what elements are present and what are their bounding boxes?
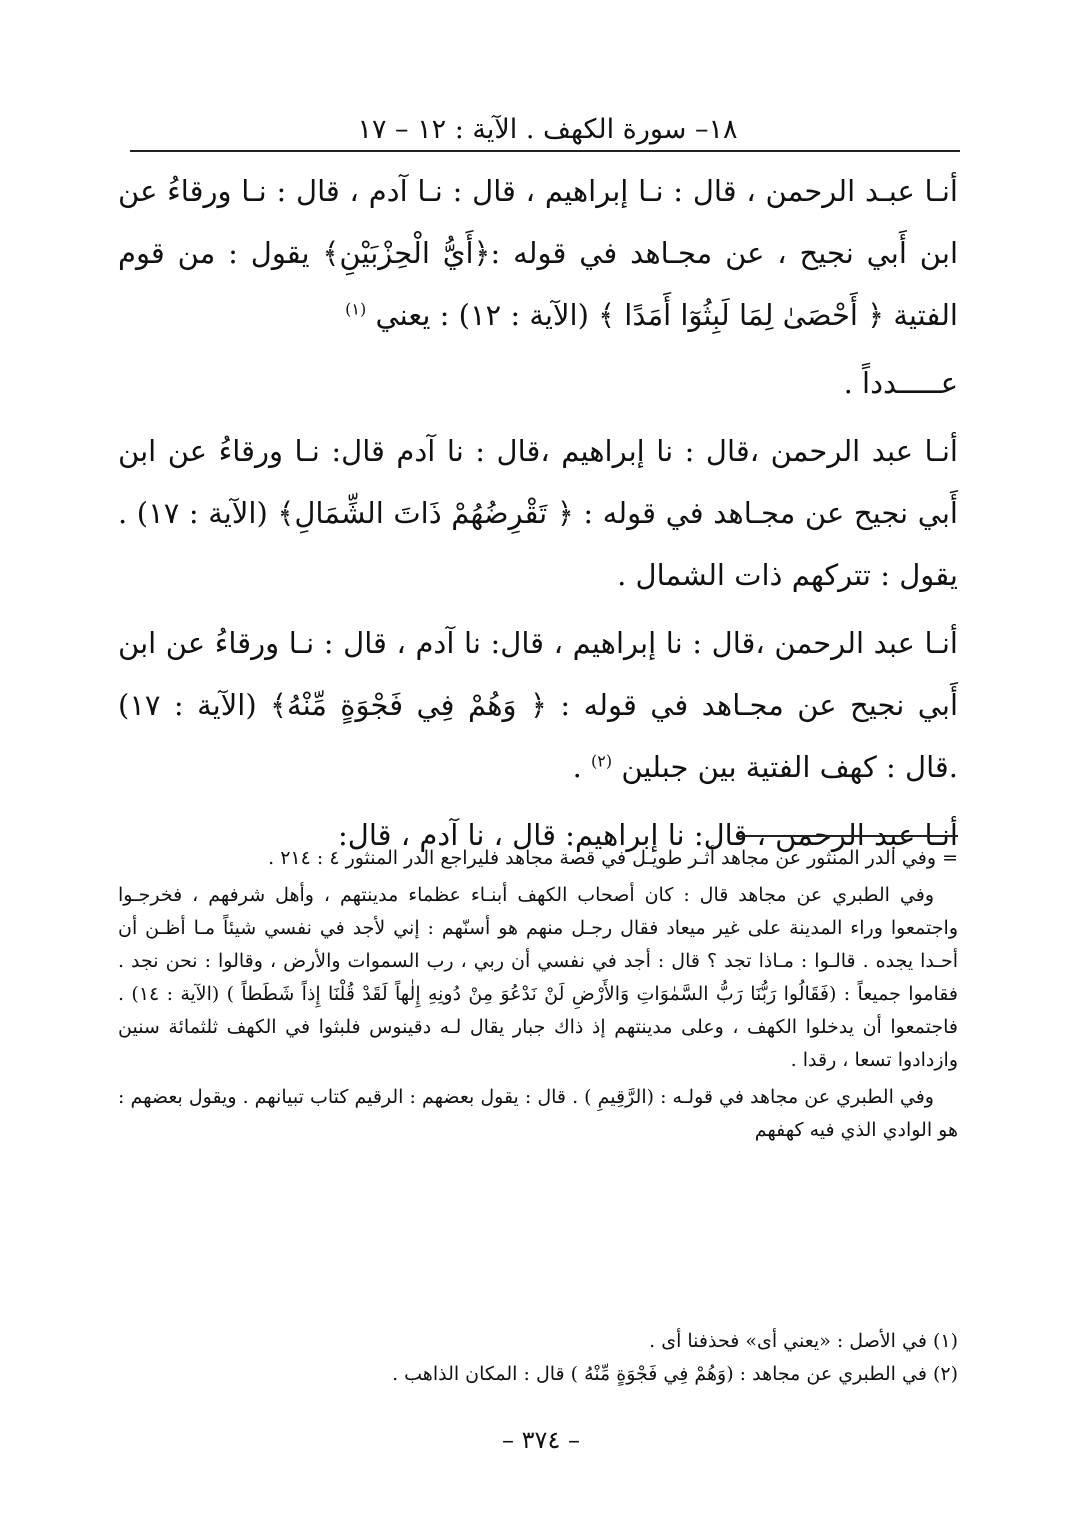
footnote-ref-2[interactable]: (٢) xyxy=(591,751,613,771)
paragraph-2-text: أنـا عبد الرحمن ،قال : نا إبراهيم ،قال : نا آدم قال: نـا ورقاءُ عن ابن أَبي نجيح عن مجـاهد في قوله : ﴿ تَقْرِضُهُمْ ذَاتَ الشِّمَالِ﴾ (الآية : ١٧) . يقول : تتركهم ذات الشمال . xyxy=(118,434,958,592)
paragraph-2 xyxy=(118,420,958,606)
paragraph-4-text: أنـا عبد الرحمن ، قال: نا إبراهيم: قال ، نا آدم ، قال: xyxy=(338,818,958,852)
paragraph-1-end-text: عـــــدداً . xyxy=(843,366,958,400)
header-divider xyxy=(130,150,960,152)
notes-section xyxy=(118,842,958,1151)
paragraph-1 xyxy=(118,160,958,346)
paragraph-3 xyxy=(118,612,958,798)
note-paragraph-1-text: وفي الدر المنثور عن مجاهد أثـر طويـل في قصة مجاهد فليراجع الدر المنثور ٤ : ٢١٤ . xyxy=(268,847,937,869)
note-paragraph-1 xyxy=(118,842,958,875)
footnote-1: (١) في الأصل : «يعني أى» فحذفنا أى . xyxy=(649,1330,958,1352)
footnote-divider xyxy=(738,835,958,837)
footnote-ref-1[interactable]: (١) xyxy=(345,299,367,319)
footnote-2: (٢) في الطبري عن مجاهد : (وَهُمْ فِي فَجْوَةٍ مِّنْهُ ) قال : المكان الذاهب . xyxy=(392,1363,958,1385)
footnotes xyxy=(118,1325,958,1391)
paragraph-3-period: . xyxy=(572,750,582,784)
note-paragraph-3: وفي الطبري عن مجاهد في قولـه : (الرَّقِيمِ ) . قال : يقول بعضهم : الرقيم كتاب تبيانهم . ويقول بعضهم : هو الوادي الذي فيه كهفهم xyxy=(118,1086,958,1141)
note-paragraph-2: وفي الطبري عن مجاهد قال : كان أصحاب الكهف أبنـاء عظماء مدينتهم ، وأهل شرفهم ، فخرجـوا واجتمعوا وراء المدينة على غير ميعاد فقال رجـل منهم هو أسنّهم : إني لأجد في نفسي شيئاً مـا أظـن أن أحـدا يجده . قالـوا : مـاذا تجد ؟ قال : أجد في نفسي أن ربي ، رب السموات والأرض ، وقالوا : نحن نجد . فقاموا جميعاً : (فَقَالُوا رَبُّنَا رَبُّ السَّمٰوَاتِ وَالأَرْضِ لَنْ نَدْعُوَ مِنْ دُونِهِ إِلٰهاً لَقَدْ قُلْنَا إِذاً شَطَطاً ) (الآية : ١٤) . فاجتمعوا أن يدخلوا الكهف ، وعلى مدينتهم إذ ذاك جبار يقال لـه دقينوس فلبثوا في الكهف ثلثمائة سنين وازدادوا تسعا ، رقدا . xyxy=(118,884,958,1071)
main-text xyxy=(118,160,958,872)
page-number: – ٣٧٤ – xyxy=(502,1426,580,1454)
paragraph-1-text: أنـا عبـد الرحمن ، قال : نـا إبراهيم ، قال : نـا آدم ، قال : نـا ورقاءُ عن ابن أَبي نجيح ، عن مجـاهد في قوله :﴿أَيُّ الْحِزْبَيْنِ﴾ يقول : من قوم الفتية ﴿ أَحْصَىٰ لِمَا لَبِثُوٓا أَمَدًا ﴾ (الآية : ١٢) : يعني xyxy=(118,174,958,332)
paragraph-1-end xyxy=(118,352,958,414)
running-header: ١٨– سورة الكهف . الآية : ١٢ – ١٧ xyxy=(357,114,738,145)
continuation-marker: = xyxy=(942,847,958,869)
paragraph-3-text: أنـا عبد الرحمن ،قال : نا إبراهيم ، قال: نا آدم ، قال : نـا ورقاءُ عن ابن أَبي نجيح عن مجـاهد في قوله : ﴿ وَهُمْ فِي فَجْوَةٍ مِّنْهُ﴾ (الآية : ١٧) .قال : كهف الفتية بين جبلين xyxy=(118,626,958,784)
